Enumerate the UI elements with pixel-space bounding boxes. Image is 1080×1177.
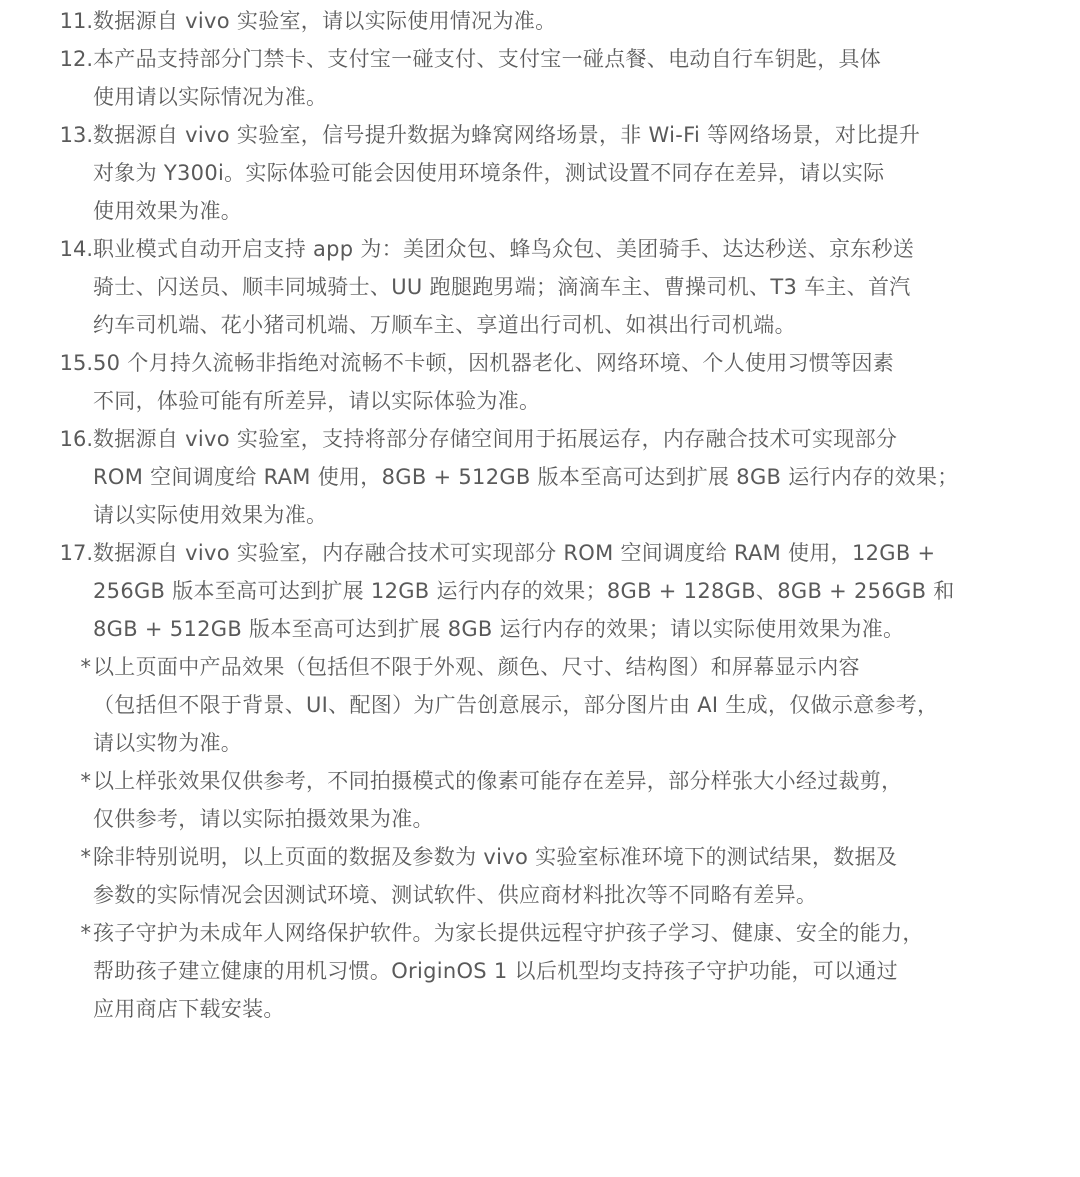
footnote-text-line: 职业模式自动开启支持 app 为：美团众包、蜂鸟众包、美团骑手、达达秒送、京东秒送 [93, 237, 915, 261]
footnote-text-line: 约车司机端、花小猪司机端、万顺车主、享道出行司机、如祺出行司机端。 [93, 313, 796, 337]
footnote-marker: * [80, 655, 91, 679]
footnote-marker: * [80, 845, 91, 869]
footnote-text-line: 使用请以实际情况为准。 [93, 85, 328, 109]
footnote-item [0, 420, 1080, 534]
footnote-text-line: 数据源自 vivo 实验室，信号提升数据为蜂窝网络场景，非 Wi-Fi 等网络场景，对比提升 [93, 123, 921, 147]
footnote-marker: 12. [59, 47, 93, 71]
footnote-text-line: 除非特别说明，以上页面的数据及参数为 vivo 实验室标准环境下的测试结果，数据及 [93, 845, 898, 869]
footnote-marker: 13. [59, 123, 93, 147]
footnote-marker: 17. [59, 541, 93, 565]
footnote-text-line: 256GB 版本至高可达到扩展 12GB 运行内存的效果；8GB + 128GB、8GB + 256GB 和 [93, 579, 955, 603]
footnote-text-line: ROM 空间调度给 RAM 使用，8GB + 512GB 版本至高可达到扩展 8GB 运行内存的效果； [93, 465, 959, 489]
footnote-text-line: 8GB + 512GB 版本至高可达到扩展 8GB 运行内存的效果；请以实际使用效果为准。 [93, 617, 905, 641]
footnote-item [0, 914, 1080, 1028]
footnote-text-line: 请以实物为准。 [93, 731, 243, 755]
footnote-marker: * [80, 769, 91, 793]
footnote-text-line: 数据源自 vivo 实验室，请以实际使用情况为准。 [93, 9, 557, 33]
footnote-item [0, 762, 1080, 838]
footnote-text-line: 应用商店下载安装。 [93, 997, 285, 1021]
footnote-text-line: 仅供参考，请以实际拍摄效果为准。 [93, 807, 434, 831]
footnote-text-line: 使用效果为准。 [93, 199, 243, 223]
footnote-text-line: 50 个月持久流畅非指绝对流畅不卡顿，因机器老化、网络环境、个人使用习惯等因素 [93, 351, 895, 375]
footnote-marker: 16. [59, 427, 93, 451]
footnote-marker: 11. [59, 9, 93, 33]
footnotes-list [0, 2, 1080, 1028]
footnote-item [0, 648, 1080, 762]
footnote-item [0, 2, 1080, 40]
footnote-text-line: 参数的实际情况会因测试环境、测试软件、供应商材料批次等不同略有差异。 [93, 883, 818, 907]
footnote-item [0, 838, 1080, 914]
footnote-text-line: 本产品支持部分门禁卡、支付宝一碰支付、支付宝一碰点餐、电动自行车钥匙，具体 [93, 47, 882, 71]
footnote-item [0, 534, 1080, 648]
footnote-marker: 14. [59, 237, 93, 261]
footnote-text-line: 对象为 Y300i。实际体验可能会因使用环境条件，测试设置不同存在差异，请以实际 [93, 161, 885, 185]
footnote-text-line: 骑士、闪送员、顺丰同城骑士、UU 跑腿跑男端；滴滴车主、曹操司机、T3 车主、首汽 [93, 275, 911, 299]
footnote-item [0, 116, 1080, 230]
footnote-text-line: 以上页面中产品效果（包括但不限于外观、颜色、尺寸、结构图）和屏幕显示内容 [93, 655, 860, 679]
footnote-text-line: 帮助孩子建立健康的用机习惯。OriginOS 1 以后机型均支持孩子守护功能，可以通过 [93, 959, 898, 983]
footnote-text-line: 请以实际使用效果为准。 [93, 503, 328, 527]
footnote-item [0, 40, 1080, 116]
footnote-item [0, 344, 1080, 420]
footnote-text-line: 以上样张效果仅供参考，不同拍摄模式的像素可能存在差异，部分样张大小经过裁剪， [93, 769, 903, 793]
footnote-marker: 15. [59, 351, 93, 375]
footnote-marker: * [80, 921, 91, 945]
footnote-text-line: 孩子守护为未成年人网络保护软件。为家长提供远程守护孩子学习、健康、安全的能力， [93, 921, 924, 945]
footnote-text-line: （包括但不限于背景、UI、配图）为广告创意展示，部分图片由 AI 生成，仅做示意参考， [93, 693, 939, 717]
footnote-item [0, 230, 1080, 344]
footnote-text-line: 数据源自 vivo 实验室，内存融合技术可实现部分 ROM 空间调度给 RAM 使用，12GB + [93, 541, 936, 565]
footnote-text-line: 数据源自 vivo 实验室，支持将部分存储空间用于拓展运存，内存融合技术可实现部分 [93, 427, 898, 451]
footnote-text-line: 不同，体验可能有所差异，请以实际体验为准。 [93, 389, 541, 413]
